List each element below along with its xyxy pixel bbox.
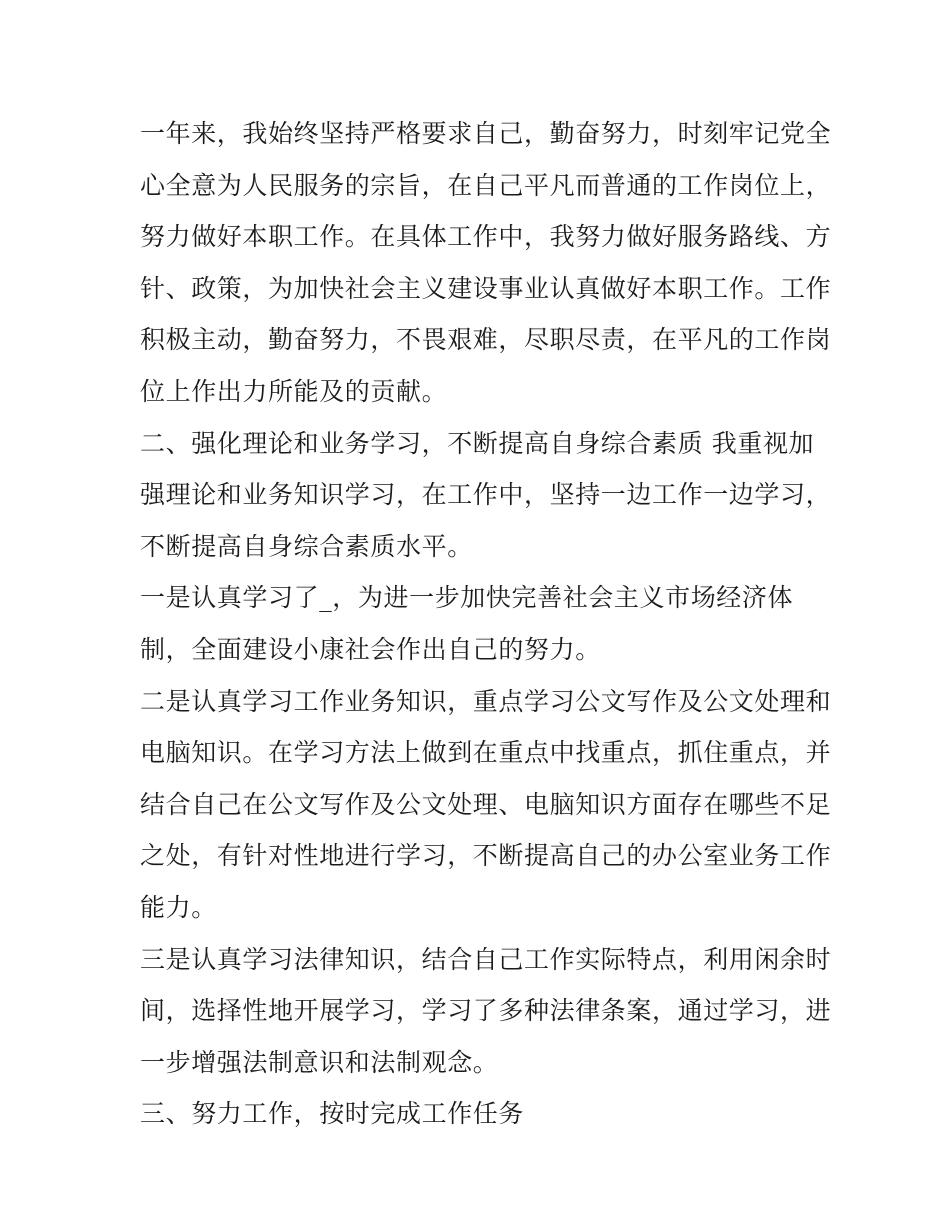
text-line: 针、政策，为加快社会主义建设事业认真做好本职工作。工作 [140, 273, 832, 303]
text-line: 一年来，我始终坚持严格要求自己，勤奋努力，时刻牢记党全 [140, 119, 832, 148]
text-line: 不断提高自身综合素质水平。 [140, 531, 473, 561]
text-line: 二是认真学习工作业务知识，重点学习公文写作及公文处理和 [140, 686, 832, 716]
section-heading: 二、强化理论和业务学习，不断提高自身综合素质 我重视加 [140, 428, 815, 458]
text-line: 结合自己在公文写作及公文处理、电脑知识方面存在哪些不足 [140, 789, 832, 819]
text-line: 之处，有针对性地进行学习，不断提高自己的办公室业务工作 [140, 841, 832, 871]
text-line: 强理论和业务知识学习，在工作中，坚持一边工作一边学习， [140, 480, 832, 510]
text-line: 努力做好本职工作。在具体工作中，我努力做好服务路线、方 [140, 222, 832, 252]
text-line: 间，选择性地开展学习，学习了多种法律条案，通过学习，进 [140, 996, 832, 1026]
text-line: 一步增强法制意识和法制观念。 [140, 1047, 499, 1077]
text-line: 积极主动，勤奋努力，不畏艰难，尽职尽责，在平凡的工作岗 [140, 325, 832, 355]
document-body [140, 108, 832, 1140]
section-heading: 三、努力工作，按时完成工作任务 [140, 1099, 525, 1129]
text-line: 一是认真学习了_，为进一步加快完善社会主义市场经济体 [140, 583, 794, 613]
text-line: 电脑知识。在学习方法上做到在重点中找重点，抓住重点，并 [140, 738, 832, 768]
text-line: 位上作出力所能及的贡献。 [140, 376, 448, 406]
text-line: 心全意为人民服务的宗旨，在自己平凡而普通的工作岗位上， [140, 170, 832, 200]
text-line: 能力。 [140, 892, 217, 922]
text-line: 三是认真学习法律知识，结合自己工作实际特点，利用闲余时 [140, 944, 832, 974]
text-line: 制，全面建设小康社会作出自己的努力。 [140, 634, 601, 664]
